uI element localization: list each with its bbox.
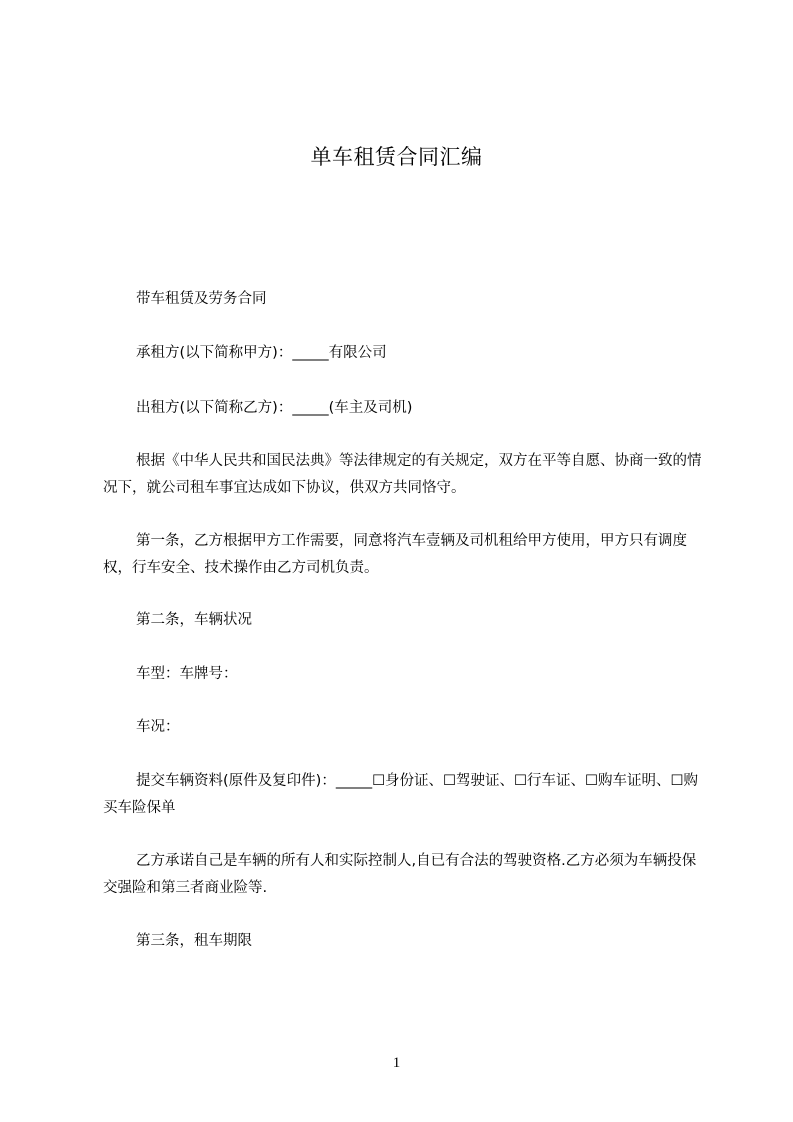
document-title: 单车租赁合同汇编 <box>310 145 483 169</box>
article-one-paragraph: 第一条，乙方根据甲方工作需要，同意将汽车壹辆及司机租给甲方使用，甲方只有调度权，行车安全、技术操作由乙方司机负责。 <box>103 533 687 576</box>
vehicle-condition-line: 车况： <box>136 719 180 735</box>
contract-subtitle: 带车租赁及劳务合同 <box>136 291 267 307</box>
vehicle-model-line: 车型：车牌号： <box>136 666 238 682</box>
page-number: 1 <box>392 1055 401 1071</box>
preamble-paragraph: 根据《中华人民共和国民法典》等法律规定的有关规定，双方在平等自愿、协商一致的情况下，就公司租车事宜达成如下协议，供双方共同恪守。 <box>103 453 702 496</box>
article-two-heading: 第二条，车辆状况 <box>136 612 252 628</box>
lessee-line: 承租方(以下简称甲方)：_____有限公司 <box>136 345 387 361</box>
lessor-line: 出租方(以下简称乙方)：_____(车主及司机) <box>136 400 413 416</box>
article-three-heading: 第三条，租车期限 <box>136 933 252 949</box>
lessor-commitment-paragraph: 乙方承诺自己是车辆的所有人和实际控制人,自已有合法的驾驶资格.乙方必须为车辆投保交强险和第三者商业险等. <box>103 853 697 896</box>
vehicle-documents-paragraph: 提交车辆资料(原件及复印件)：_____☐身份证、☐驾驶证、☐行车证、☐购车证明、☐购买车险保单 <box>103 773 699 816</box>
